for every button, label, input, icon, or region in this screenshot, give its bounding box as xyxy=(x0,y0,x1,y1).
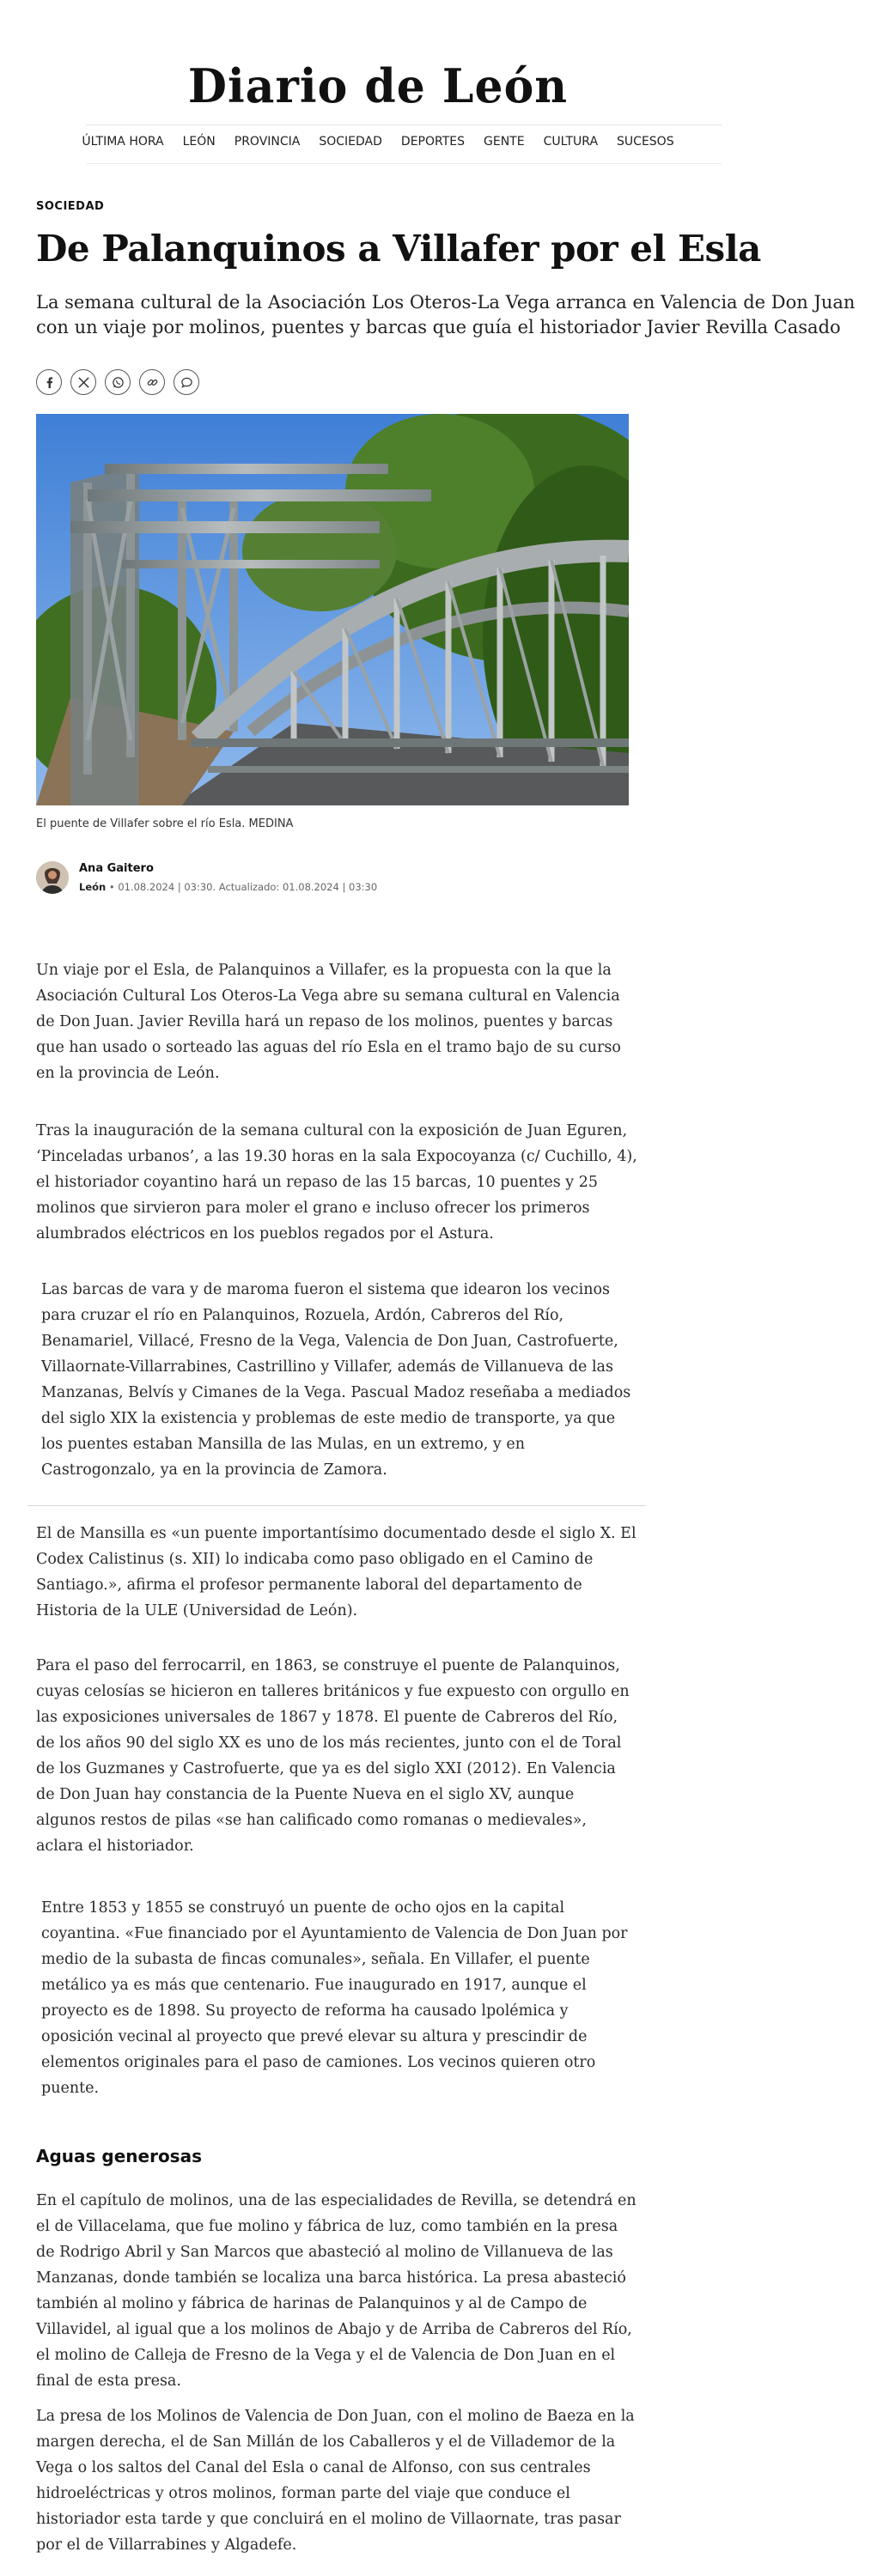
x-icon xyxy=(77,376,90,389)
paragraph-7: En el capítulo de molinos, una de las especialidades de Revilla, se detendrá en el de Villacelama, que fue molino y fábrica de luz, como también en la presa de Rodrigo Abril y San Marcos que abasteció al molino de Villanueva de las Manzanas, donde también se localiza una barca histórica. La presa abasteció también al molino y fábrica de harinas de Palanquinos y al de Campo de Villavidel, al igual que a los molinos de Abajo y de Arriba de Cabreros del Río, el molino de Calleja de Fresno de la Vega y el de Valencia de Don Juan en el final de esta presa. xyxy=(36,2192,636,2390)
paragraph-5: Para el paso del ferrocarril, en 1863, se construye el puente de Palanquinos, cuyas celosías se hicieron en talleres británicos y fue expuesto con orgullo en las exposiciones universales de 1867 y 1878. El puente de Cabreros del Río, de los años 90 del siglo XX es uno de los más recientes, junto con el de Toral de los Guzmanes y Castrofuerte, que ya es del siglo XXI (2012). En Valencia de Don Juan hay constancia de la Puente Nueva en el siglo XV, aunque algunos restos de pilas «se han calificado como romanas o medievales», aclara el historiador. xyxy=(36,1657,630,1855)
comments-button[interactable] xyxy=(174,369,199,395)
publish-date: • 01.08.2024 | 03:30. Actualizado: 01.08.2024 | 03:30 xyxy=(106,881,378,893)
section-subheading: Aguas generosas xyxy=(36,2146,202,2166)
nav-item-deportes[interactable]: DEPORTES xyxy=(400,135,466,149)
nav-divider xyxy=(86,163,722,164)
comment-icon xyxy=(180,376,193,389)
author-avatar[interactable] xyxy=(36,861,69,894)
paragraph-2: Tras la inauguración de la semana cultural con la exposición de Juan Eguren, ‘Pinceladas urbanos’, a las 19.30 horas en la sala Expocoyanza (c/ Cuchillo, 4), el historiador coyantino hará un repaso de las 15 barcas, 10 puentes y 25 molinos que sirvieron para moler el grano e incluso ofrecer los primeros alumbrados eléctricos en los pueblos regados por el Astura. xyxy=(36,1122,637,1242)
author-meta xyxy=(79,881,377,893)
share-facebook-button[interactable] xyxy=(36,369,62,395)
nav-item-leon[interactable]: LEÓN xyxy=(182,135,216,149)
share-bar xyxy=(36,369,199,395)
author-name[interactable]: Ana Gaitero xyxy=(79,862,154,875)
whatsapp-icon xyxy=(112,376,125,389)
link-icon xyxy=(146,376,159,389)
paragraph-3: Las barcas de vara y de maroma fueron el sistema que idearon los vecinos para cruzar el río en Palanquinos, Rozuela, Ardón, Cabreros del Río, Benamariel, Villacé, Fresno de la Vega, Valencia de Don Juan, Castrofuerte, Villaornate-Villarrabines, Castrillino y Villafer, además de Villanueva de las Manzanas, Belvís y Cimanes de la Vega. Pascual Madoz reseñaba a mediados del siglo XIX la existencia y problemas de este medio de transporte, ya que los puentes estaban Mansilla de las Mulas, en un extremo, y en Castrogonzalo, ya en la provincia de Zamora. xyxy=(41,1281,631,1479)
share-whatsapp-button[interactable] xyxy=(105,369,131,395)
paragraph-8: La presa de los Molinos de Valencia de Don Juan, con el molino de Baeza en la margen derecha, el de San Millán de los Caballeros y el de Villademor de la Vega o los saltos del Canal del Esla o canal de Alfonso, con sus centrales hidroeléctricas y otros molinos, forman parte del viaje que conduce el historiador esta tarde y que concluirá en el molino de Villaornate, tras pasar por el de Villarrabines y Algadefe. xyxy=(36,2408,635,2554)
article-subheadline: La semana cultural de la Asociación Los Oteros-La Vega arranca en Valencia de Don Juan con un viaje por molinos, puentes y barcas que guía el historiador Javier Revilla Casado xyxy=(36,292,856,337)
image-caption: El puente de Villafer sobre el río Esla. MEDINA xyxy=(36,817,294,830)
nav-item-gente[interactable]: GENTE xyxy=(484,135,525,149)
share-x-button[interactable] xyxy=(70,369,96,395)
nav-item-provincia[interactable]: PROVINCIA xyxy=(234,135,301,149)
article-headline: De Palanquinos a Villafer por el Esla xyxy=(36,228,761,270)
nav-item-cultura[interactable]: CULTURA xyxy=(543,135,599,149)
section-label[interactable]: SOCIEDAD xyxy=(36,200,105,213)
bridge-photo xyxy=(36,414,629,805)
paragraph-1: Un viaje por el Esla, de Palanquinos a Villafer, es la propuesta con la que la Asociación Cultural Los Oteros-La Vega abre su semana cultural en Valencia de Don Juan. Javier Revilla hará un repaso de los molinos, puentes y barcas que han usado o sorteado las aguas del río Esla en el tramo bajo de su curso en la provincia de León. xyxy=(36,962,621,1082)
facebook-icon xyxy=(43,376,56,389)
author-city: León xyxy=(79,881,107,893)
nav-item-sucesos[interactable]: SUCESOS xyxy=(617,135,674,149)
site-logo[interactable]: Diario de León xyxy=(187,58,569,114)
copy-link-button[interactable] xyxy=(139,369,165,395)
article-image[interactable] xyxy=(36,414,629,805)
nav-item-ultima-hora[interactable]: ÚLTIMA HORA xyxy=(82,135,164,149)
paragraph-4: El de Mansilla es «un puente importantísimo documentado desde el siglo X. El Codex Calistinus (s. XII) lo indicaba como paso obligado en el Camino de Santiago.», afirma el profesor permanente laboral del departamento de Historia de la ULE (Universidad de León). xyxy=(36,1525,636,1619)
nav-item-sociedad[interactable]: SOCIEDAD xyxy=(319,135,382,149)
paragraph-6: Entre 1853 y 1855 se construyó un puente de ocho ojos en la capital coyantina. «Fue financiado por el Ayuntamiento de Valencia de Don Juan por medio de la subasta de fincas comunales», señala. En Villafer, el puente metálico ya es más que centenario. Fue inaugurado en 1917, aunque el proyecto es de 1898. Su proyecto de reforma ha causado lpolémica y oposición vecinal al proyecto que prevé elevar su altura y prescindir de elementos originales para el paso de camiones. Los vecinos quieren otro puente. xyxy=(41,1899,628,2097)
main-nav xyxy=(0,135,756,149)
